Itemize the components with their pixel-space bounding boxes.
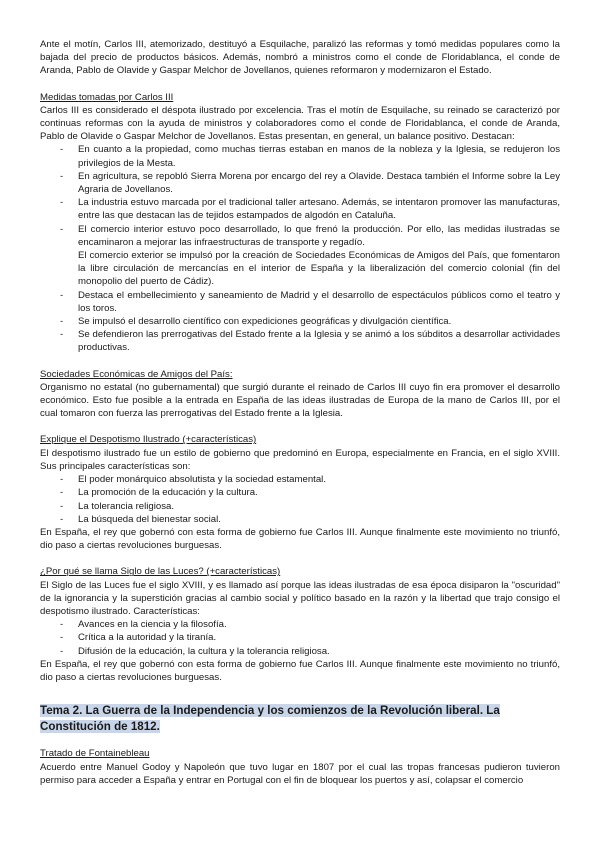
sociedades-text: Organismo no estatal (no gubernamental) que surgió durante el reinado de Carlos III cuyo fin era promover el desarrollo económico. Esto fue posible a la entrada en España de las ideas ilustradas de Europa de la mano de Carlos III, por el cual tomaron con fuerza las prerrogativas del Estado frente a la Iglesia.: [40, 381, 560, 420]
tratado-text: Acuerdo entre Manuel Godoy y Napoleón que tuvo lugar en 1807 por el cual las tropas francesas pudieron tuvieron permiso para acceder a España y entrar en Portugal con el fin de bloquear los puertos y así, colapsar el comercio: [40, 761, 560, 786]
intro-paragraph: Ante el motín, Carlos III, atemorizado, destituyó a Esquilache, paralizó las reformas y tomó medidas populares como la bajada del precio de productos básicos. Además, nombró a ministros como el conde de Floridablanca, el conde de Aranda, Pablo de Olavide y Gaspar Melchor de Jovellanos, quienes reformaron y modernizaron el Estado.: [40, 39, 560, 77]
luces-intro: El Siglo de las Luces fue el siglo XVIII, y es llamado así porque las ideas ilustradas de esa época disiparon la "oscuridad" de la ignorancia y la superstición gracias al cambio social y político basado en la razón y la libertad que trajo consigo el despotismo ilustrado. Características:: [40, 579, 560, 617]
despotismo-intro: El despotismo ilustrado fue un estilo de gobierno que predominó en Europa, especialmente en Francia, en el siglo XVIII. Sus principales características son:: [40, 447, 560, 472]
list-item: - En agricultura, se repobló Sierra Morena por encargo del rey a Olavide. Destaca también el Informe sobre la Ley Agraria de Jovellanos.: [60, 170, 560, 196]
list-item: - Se defendieron las prerrogativas del Estado frente a la Iglesia y se animó a los súbditos a desarrollar actividades productivas.: [60, 329, 560, 354]
tratado-heading: Tratado de Fontainebleau: [40, 748, 150, 760]
section-despotismo: [40, 433, 560, 552]
list-item: - La industria estuvo marcada por el tradicional taller artesano. Además, se intentaron promover las manufacturas, entre las que destacan las de tejidos estampados de algodón en Cataluña.: [60, 197, 560, 222]
medidas-heading: Medidas tomadas por Carlos III: [40, 91, 174, 103]
section-tratado: [40, 747, 560, 787]
section-medidas: [40, 91, 560, 355]
despotismo-closing: En España, el rey que gobernó con esta forma de gobierno fue Carlos III. Aunque finalmente este movimiento no triunfó, dio paso a ciertas revoluciones burguesas.: [40, 526, 560, 552]
luces-closing: En España, el rey que gobernó con esta forma de gobierno fue Carlos III. Aunque finalmente este movimiento no triunfó, dio paso a ciertas revoluciones burguesas.: [40, 658, 560, 683]
list-item: - El comercio interior estuvo poco desarrollado, lo que frenó la producción. Por ello, las medidas ilustradas se encaminaron a mejorar las infraestructuras de transporte y regadío. El comercio exterior se impulsó por la creación de Sociedades Económicas de Amigos del País, que fomentaron la libre circulación de mercancías en el interior de España y la liberalización del comercio colonial (fin del monopolio del puerto de Cádiz).: [60, 223, 560, 288]
tema-2-title: Tema 2. La Guerra de la Independencia y los comienzos de la Revolución liberal. La Constitución de 1812.: [40, 704, 500, 733]
list-item: - La tolerancia religiosa.: [60, 500, 174, 512]
list-item: - El poder monárquico absolutista y la sociedad estamental.: [60, 474, 326, 486]
sociedades-heading: Sociedades Económicas de Amigos del País:: [40, 368, 233, 380]
despotismo-list: [40, 473, 560, 526]
medidas-intro: Carlos III es considerado el déspota ilustrado por excelencia. Tras el motín de Esquilache, su reinado se caracterizó por continuas reformas con la ayuda de ministros y colaboradores como el conde de Floridablanca, el conde de Aranda, Pablo de Olavide o Gaspar Melchor de Jovellanos. Estas presentan, en general, un balance positivo. Destacan:: [40, 104, 560, 143]
section-sociedades: [40, 368, 560, 421]
list-item: - Se impulsó el desarrollo científico con expediciones geográficas y divulgación científica.: [60, 316, 452, 328]
despotismo-heading: Explique el Despotismo Ilustrado (+características): [40, 434, 257, 446]
luces-list: [40, 618, 560, 658]
section-luces: [40, 565, 560, 684]
list-item: - La promoción de la educación y la cultura.: [60, 487, 258, 499]
list-item: - Destaca el embellecimiento y saneamiento de Madrid y el desarrollo de espectáculos públicos como el teatro y los toros.: [60, 289, 560, 314]
list-item: - La búsqueda del bienestar social.: [60, 513, 221, 525]
list-item: - Avances en la ciencia y la filosofía.: [60, 619, 227, 631]
list-item: - Difusión de la educación, la cultura y la tolerancia religiosa.: [60, 645, 330, 657]
luces-heading: ¿Por qué se llama Siglo de las Luces? (+características): [40, 566, 281, 578]
list-item: - En cuanto a la propiedad, como muchas tierras estaban en manos de la nobleza y la Iglesia, se redujeron los privilegios de la Mesta.: [60, 144, 560, 169]
medidas-list: [40, 143, 560, 354]
list-item: - Crítica a la autoridad y la tiranía.: [60, 632, 217, 644]
